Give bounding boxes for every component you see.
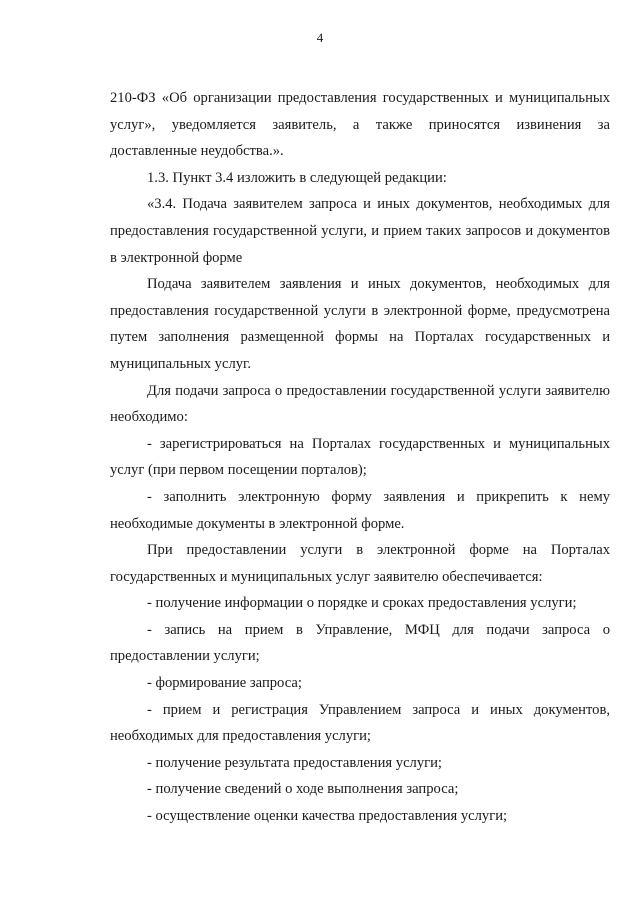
paragraph-amendment-1-3: 1.3. Пункт 3.4 изложить в следующей редакции: bbox=[147, 169, 447, 186]
list-item-quality-assessment: - осуществление оценки качества предоставления услуги; bbox=[147, 808, 508, 825]
document-body bbox=[110, 85, 610, 830]
list-item-register: - зарегистрироваться на Порталах государственных и муниципальных услуг (при первом посещении порталов); bbox=[110, 435, 610, 479]
paragraph-electronic-submission: Подача заявителем заявления и иных документов, необходимых для предоставления государственной услуги в электронной форме, предусмотрена путем заполнения размещенной формы на Порталах государственных и муниципальных услуг. bbox=[110, 276, 610, 372]
paragraph-law-reference: 210-ФЗ «Об организации предоставления государственных и муниципальных услуг», уведомляется заявитель, а также приносятся извинения за доставленные неудобства.». bbox=[110, 90, 610, 160]
list-item-status: - получение сведений о ходе выполнения запроса; bbox=[147, 781, 459, 798]
list-item-registration: - прием и регистрация Управлением запроса и иных документов, необходимых для предоставления услуги; bbox=[110, 701, 610, 745]
list-item-fill-form: - заполнить электронную форму заявления и прикрепить к нему необходимые документы в электронной форме. bbox=[110, 488, 610, 532]
paragraph-provisions-intro: При предоставлении услуги в электронной форме на Порталах государственных и муниципальных услуг заявителю обеспечивается: bbox=[110, 542, 610, 585]
paragraph-section-3-4-heading: «3.4. Подача заявителем запроса и иных документов, необходимых для предоставления государственной услуги, и прием таких запросов и документов в электронной форме bbox=[110, 196, 610, 266]
page-number: 4 bbox=[316, 30, 324, 45]
list-item-result: - получение результата предоставления услуги; bbox=[147, 754, 442, 771]
list-item-request-formation: - формирование запроса; bbox=[147, 675, 302, 692]
list-item-appointment: - запись на прием в Управление, МФЦ для подачи запроса о предоставлении услуги; bbox=[110, 621, 610, 665]
paragraph-requirements-intro: Для подачи запроса о предоставлении государственной услуги заявителю необходимо: bbox=[110, 382, 610, 426]
list-item-information: - получение информации о порядке и сроках предоставления услуги; bbox=[147, 595, 577, 612]
